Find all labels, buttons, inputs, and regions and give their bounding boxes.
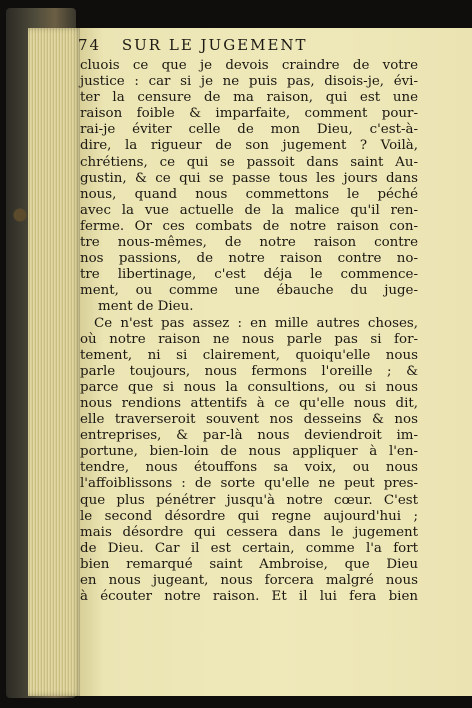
text-line: justice : car si je ne puis pas, disois-je, évi- — [80, 74, 418, 90]
text-line: avec la vue actuelle de la malice qu'il ren- — [80, 202, 418, 218]
text-line: portune, bien-loin de nous appliquer à l'en- — [80, 444, 418, 460]
paragraph-start-line: Ce n'est pas assez : en mille autres choses, — [94, 315, 418, 331]
text-line: entreprises, & par-là nous deviendroit im- — [80, 428, 418, 444]
text-line: le second désordre qui regne aujourd'hui ; — [80, 508, 418, 524]
text-line: à écouter notre raison. Et il lui fera bien — [80, 589, 418, 605]
text-line: que plus pénétrer jusqu'à notre cœur. C'est — [80, 492, 418, 508]
text-line: ment, ou comme une ébauche du juge- — [80, 283, 418, 299]
text-line: tendre, nous étouffons sa voix, ou nous — [80, 460, 418, 476]
text-line: où notre raison ne nous parle pas si for- — [80, 331, 418, 347]
text-line: mais désordre qui cessera dans le jugement — [80, 524, 418, 540]
text-line: ferme. Or ces combats de notre raison con- — [80, 218, 418, 234]
text-line: l'affoiblissons : de sorte qu'elle ne peut pres- — [80, 476, 418, 492]
text-line: elle traverseroit souvent nos desseins & nos — [80, 412, 418, 428]
text-line: raison foible & imparfaite, comment pour- — [80, 106, 418, 122]
text-line: rai-je éviter celle de mon Dieu, c'est-à- — [80, 122, 418, 138]
text-line: tre nous-mêmes, de notre raison contre — [80, 235, 418, 251]
text-line: bien remarqué saint Ambroise, que Dieu — [80, 556, 418, 572]
text-line: tre libertinage, c'est déja le commence- — [80, 267, 418, 283]
body-text — [80, 58, 418, 605]
text-line: ter la censure de ma raison, qui est une — [80, 90, 418, 106]
running-title: SUR LE JUGEMENT — [121, 36, 308, 54]
text-line: ment de Dieu. — [98, 299, 194, 315]
text-line: en nous jugeant, nous forcera malgré nous — [80, 573, 418, 588]
text-line: parle toujours, nous fermons l'oreille ; & — [80, 363, 418, 379]
text-line: gustin, & ce qui se passe tous les jours dans — [80, 170, 418, 186]
text-line: tement, ni si clairement, quoiqu'elle nous — [80, 347, 418, 363]
page-number: 74 — [78, 36, 102, 54]
text-line: nous, quand nous commettons le péché — [80, 186, 418, 202]
page-edges — [28, 28, 82, 696]
text-line: chrétiens, ce qui se passoit dans saint Au- — [80, 154, 418, 170]
text-line: nous rendions attentifs à ce qu'elle nous dit, — [80, 395, 418, 411]
text-line: nos passions, de notre raison contre no- — [80, 251, 418, 267]
text-line: cluois ce que je devois craindre de votre — [80, 58, 418, 73]
text-line: de Dieu. Car il est certain, comme l'a fort — [80, 540, 418, 556]
text-line: dire, la rigueur de son jugement ? Voilà, — [80, 138, 418, 154]
text-line: parce que si nous la consultions, ou si nous — [80, 379, 418, 395]
page-header — [78, 36, 398, 54]
